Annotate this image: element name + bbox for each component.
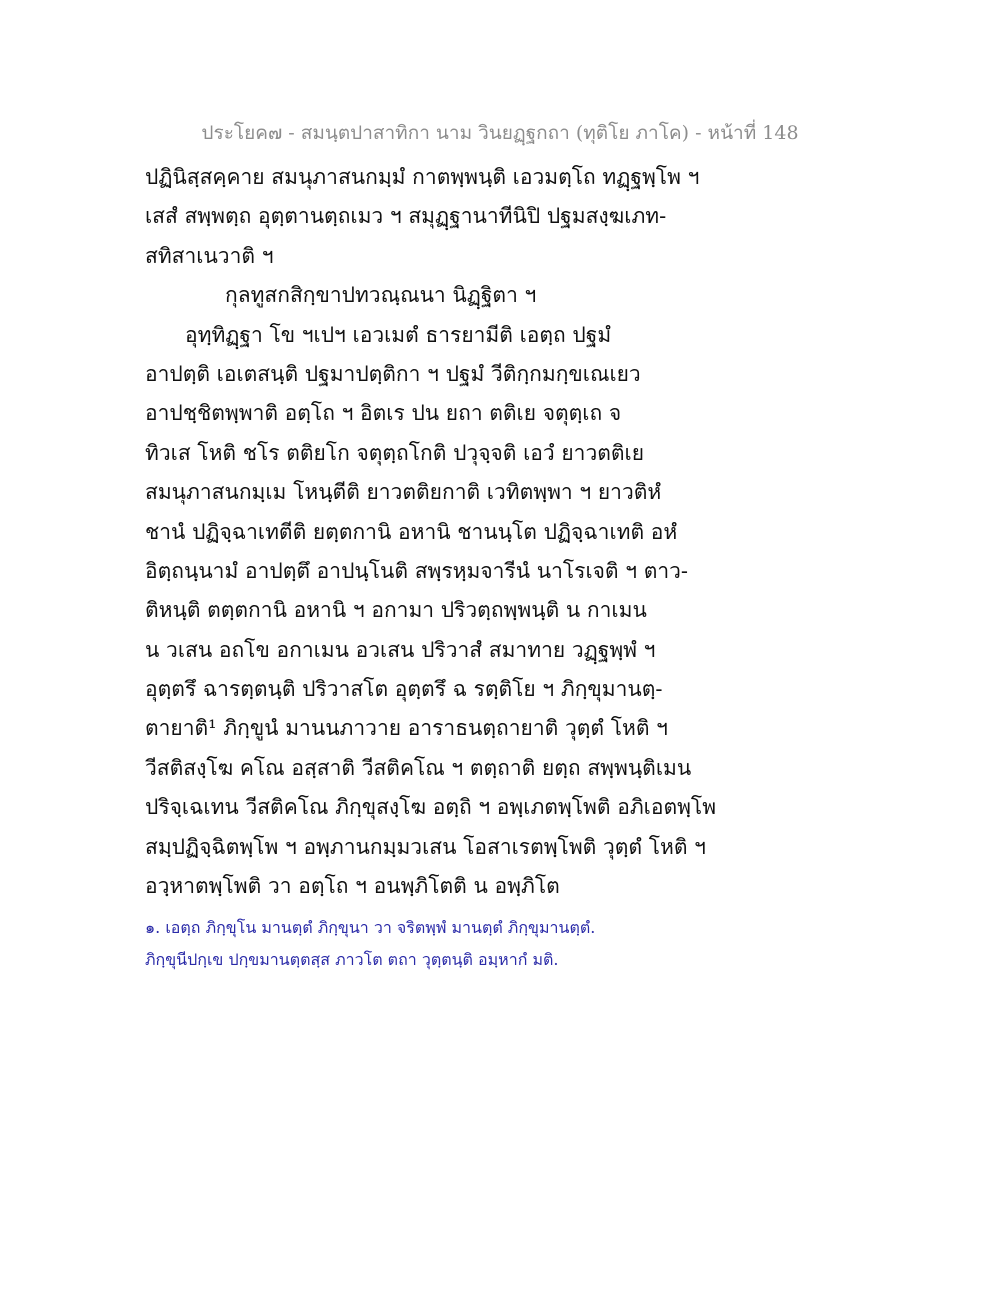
text-line: สมนุภาสนกมฺเม โหนฺตีติ ยาวตติยกาติ เวทิตพฺพา ฯ ยาวติหํ — [145, 480, 662, 505]
text-line: อวฺหาตพฺโพติ วา อตฺโถ ฯ อนพฺภิโตติ น อพฺภิโต — [145, 874, 560, 899]
text-line: ทิวเส โหติ ชโร ตติยโก จตุตฺถโกติ ปวุจฺจติ เอวํ ยาวตติเย — [145, 440, 645, 465]
text-line: สทิสาเนวาติ ฯ — [145, 243, 274, 268]
footnote-line: ๑. เอตฺถ ภิกฺขุโน มานตฺตํ ภิกฺขุนา วา จริตพฺพํ มานตฺตํ ภิกฺขุมานตฺตํ. — [145, 918, 596, 937]
text-line: อาปตฺติ เอเตสนฺติ ปฐมาปตฺติกา ฯ ปฐมํ วีติกฺกมกฺขเณเยว — [145, 361, 641, 386]
footnote-line: ภิกฺขุนีปกฺเข ปกฺขมานตฺตสฺส ภาวโต ตถา วุตฺตนฺติ อมฺหากํ มติ. — [145, 950, 559, 969]
text-line: ปริจฺเฉเทน วีสติคโณ ภิกฺขุสงฺโฆ อตฺถิ ฯ อพฺเภตพฺโพติ อภิเอตพฺโพ — [145, 795, 717, 820]
text-line: น วเสน อถโข อกาเมน อวเสน ปริวาสํ สมาทาย วฏฺฐพฺพํ ฯ — [145, 637, 656, 662]
main-text — [145, 158, 865, 906]
text-line: ชานํ ปฏิจฺฉาเทตีติ ยตฺตกานิ อหานิ ชานนฺโต ปฏิจฺฉาเทติ อหํ — [145, 519, 678, 544]
text-line: ติหนฺติ ตตฺตกานิ อหานิ ฯ อกามา ปริวตฺถพฺพนฺติ น กาเมน — [145, 598, 647, 623]
section-end-heading: กุลทูสกสิกฺขาปทวณฺณนา นิฏฺฐิตา ฯ — [225, 283, 537, 308]
text-line: สมฺปฏิจฺฉิตพฺโพ ฯ อพฺภานกมฺมวเสน โอสาเรตพฺโพติ วุตฺตํ โหติ ฯ — [145, 834, 706, 859]
text-line: อุตฺตรึ ฉารตฺตนฺติ ปริวาสโต อุตฺตรึ ฉ รตฺติโย ฯ ภิกฺขุมานตฺ- — [145, 677, 663, 702]
text-line: เสสํ สพฺพตฺถ อุตฺตานตฺถเมว ฯ สมุฏฺฐานาทีนิปิ ปฐมสงฺฆเภท- — [145, 204, 667, 229]
text-line: ปฏินิสฺสคฺคาย สมนุภาสนกมฺมํ กาตพฺพนฺติ เอวมตฺโถ ทฏฺฐพฺโพ ฯ — [145, 165, 700, 189]
text-line: วีสติสงฺโฆ คโณ อสฺสาติ วีสติคโณ ฯ ตตฺถาติ ยตฺถ สพฺพนฺติเมน — [145, 755, 692, 780]
text-line: ตายาติ¹ ภิกฺขูนํ มานนภาวาย อาราธนตฺถายาติ วุตฺตํ โหติ ฯ — [145, 716, 668, 741]
page-header: ประโยค๗ - สมนฺตปาสาทิกา นาม วินยฏฺฐกถา (ทุติโย ภาโค) - หน้าที่ 148 — [201, 122, 799, 144]
text-line: อิตฺถนฺนามํ อาปตฺตึ อาปนฺโนติ สพฺรหฺมจารีนํ นาโรเจติ ฯ ตาว- — [145, 558, 689, 583]
text-line: อาปชฺชิตพฺพาติ อตฺโถ ฯ อิตเร ปน ยถา ตติเย จตุตฺเถ จ — [145, 401, 622, 426]
text-line: อุทฺทิฏฺฐา โข ฯเปฯ เอวเมตํ ธารยามีติ เอตฺถ ปฐมํ — [185, 322, 612, 347]
footnotes — [145, 912, 865, 976]
